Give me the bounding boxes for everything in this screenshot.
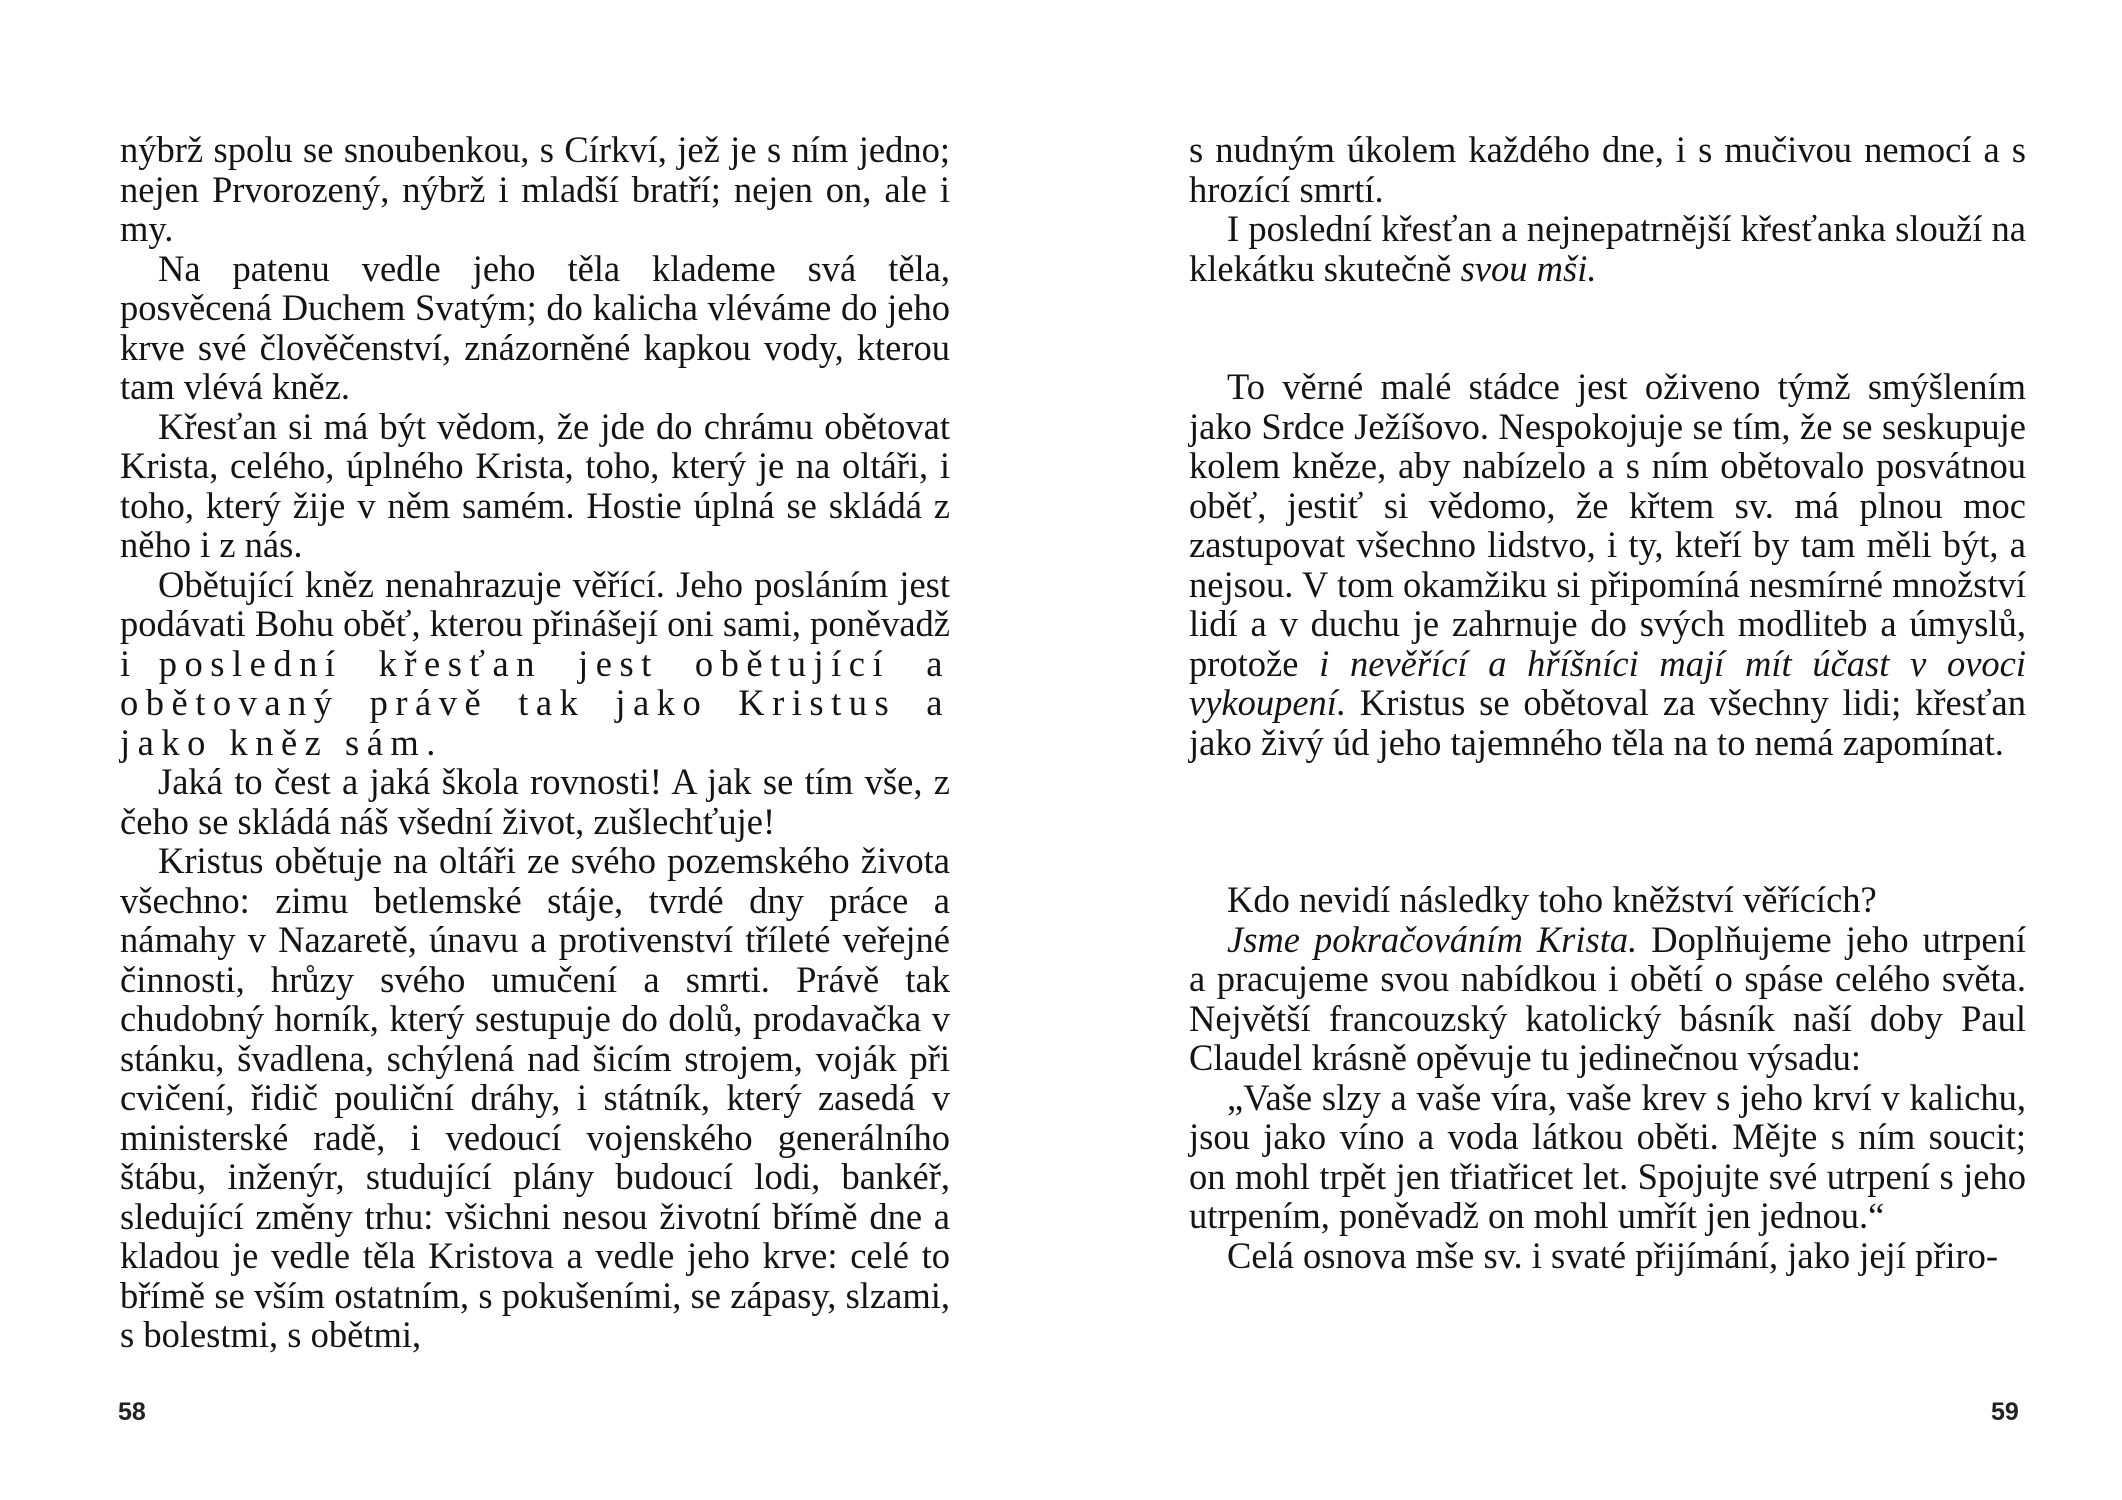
paragraph: Křesťan si má být vědom, že jde do chrámu obětovat Krista, celého, úplného Krista, toho, který je na oltáři, i toho, který žije v něm samém. Hostie úplná se skládá z něho i z nás. — [120, 405, 950, 565]
section-gap — [1189, 762, 2026, 880]
left-page-text — [120, 130, 950, 1355]
paragraph: Kristus obětuje na oltáři ze svého pozemského života všechno: zimu betlemské stáje, tvrdé dny práce a námahy v Nazaretě, únavu a protivenství tříleté veřejné činnosti, hrůzy svého umučení a smrti. Právě tak chudobný horník, který sestupuje do dolů, prodavačka v stánku, švadlena, schýlená nad šicím strojem, voják při cvičení, řidič pouliční dráhy, i státník, který zasedá v ministerské radě, i vedoucí vojenského generálního štábu, inženýr, studující plány budoucí lodi, bankéř, sledující změny trhu: všichni nesou životní břímě dne a kladou je vedle těla Kristova a vedle jeho krve: celé to břímě se vším ostatním, s pokušeními, se zápasy, slzami, s bolestmi, s obětmi, — [120, 840, 950, 1355]
paragraph: Kdo nevidí následky toho kněžství věřících? — [1227, 879, 1877, 920]
paragraph — [1189, 367, 2026, 762]
paragraph-text: To věrné malé stádce jest oživeno týmž smýšlením jako Srdce Ježíšovo. Nespokojuje se tím, že se seskupuje kolem kněze, aby nabízelo a s ním obětovalo posvátnou oběť, jestiť si vědomo, že křtem sv. má plnou moc zastupovat všechno lidstvo, i ty, kteří by tam měli být, a nejsou. V tom okamžiku si připomíná nesmírné množství lidí a v duchu je zahrnuje do svých modliteb a úmyslů, protože — [1189, 366, 2026, 684]
right-page-text — [1189, 130, 2026, 1275]
paragraph: nýbrž spolu se snoubenkou, s Církví, jež je s ním jedno; nejen Prvorozený, nýbrž i mladší bratří; nejen on, ale i my. — [120, 129, 950, 249]
italic-text: i nevěřící a hříšníci mají mít účast v ovoci vykoupení. — [1189, 642, 2027, 723]
italic-text: Jsme pokračováním Krista. — [1227, 918, 1638, 960]
paragraph — [1189, 920, 2026, 1078]
page-number: 58 — [118, 1398, 146, 1426]
paragraph: Celá osnova mše sv. i svaté přijímání, jako její přiro- — [1227, 1234, 1999, 1276]
paragraph-text: Doplňujeme jeho utrpení a pracujeme svou nabídkou i obětí o spáse celého světa. Největší francouzský katolický básník naší doby Paul Claudel krásně opěvuje tu jedinečnou výsadu: — [1189, 918, 2026, 1078]
page-number: 59 — [1991, 1398, 2019, 1426]
paragraph-text: Kristus se obětoval za všechny lidi; křesťan jako živý úd jeho tajemného těla na to nemá zapomínat. — [1189, 682, 2026, 763]
paragraph-text: I poslední křesťan a nejnepatrnější křesťanka slouží na klekátku skutečně — [1189, 208, 2026, 289]
paragraph — [1189, 209, 2026, 288]
paragraph — [120, 565, 950, 763]
paragraph: s nudným úkolem každého dne, i s mučivou nemocí a s hrozící smrtí. — [1189, 129, 2026, 210]
paragraph: Jaká to čest a jaká škola rovnosti! A jak se tím vše, z čeho se skládá náš všední život, zušlechťuje! — [120, 761, 950, 842]
section-gap — [1189, 288, 2026, 367]
paragraph-text: Obětující kněz nenahrazuje věřící. Jeho posláním jest podávati Bohu oběť, kterou přinášejí oni sami, poněvadž i — [120, 563, 950, 684]
right-page — [1061, 0, 2122, 1500]
quote-paragraph: „Vaše slzy a vaše víra, vaše krev s jeho krví v kalichu, jsou jako víno a voda látkou oběti. Mějte s ním soucit; on mohl trpět jen třiatřicet let. Spojujte své utrpení s jeho utrpením, poněvadž on mohl umřít jen jednou.“ — [1189, 1076, 2026, 1236]
emphasized-text: poslední křesťan jest obětující a obětovaný právě tak jako Kristus a jako kněz sám. — [120, 642, 950, 763]
italic-text: svou mši. — [1460, 247, 1597, 289]
paragraph: Na patenu vedle jeho těla klademe svá těla, posvěcená Duchem Svatým; do kalicha vléváme do jeho krve své člověčenství, znázorněné kapkou vody, kterou tam vlévá kněz. — [120, 247, 950, 407]
